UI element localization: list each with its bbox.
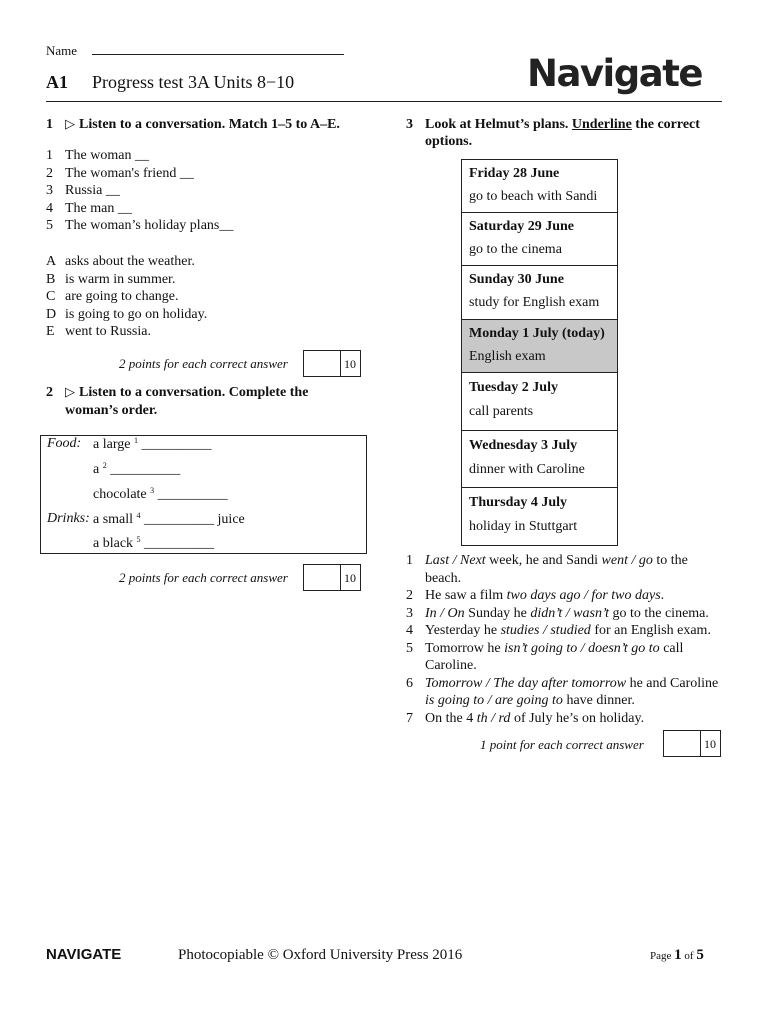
q2-heading [46, 384, 366, 424]
plan-row [462, 266, 617, 320]
q3-points-note: 1 point for each correct answer [480, 737, 644, 752]
order-item-1[interactable]: a large $^1$ __________ [93, 436, 212, 452]
list-item: A asks about the weather. [46, 254, 195, 269]
plan-day: Thursday 4 July [469, 495, 568, 510]
answer-options[interactable]: isn’t going to / doesn’t go to [504, 640, 660, 656]
sentence-item: 6 Tomorrow / The day after tomorrow he and Caroline is going to / are going to have dinner. [406, 675, 719, 708]
sentence-item: 2 He saw a film two days ago / for two days. [406, 588, 665, 603]
footer-copyright: Photocopiable © Oxford University Press 2016 [178, 947, 463, 963]
q1-items [46, 147, 366, 235]
list-item: E went to Russia. [46, 324, 151, 339]
sentence-item: 4 Yesterday he studies / studied for an English exam. [406, 623, 711, 638]
q1-max-score: 10 [344, 357, 356, 371]
answer-options[interactable]: Last / Next [425, 553, 486, 568]
plan-day: Sunday 30 June [469, 272, 564, 287]
q2-max-score: 10 [344, 571, 356, 585]
list-item: 1 The woman __ [46, 148, 149, 163]
plan-activity: study for English exam [469, 295, 600, 310]
q2-score-box[interactable] [303, 564, 361, 591]
answer-options[interactable]: is going to / are going to [425, 693, 563, 708]
plan-row [462, 213, 617, 266]
order-box [40, 435, 367, 554]
order-item-3[interactable]: chocolate $^3$ __________ [93, 486, 228, 502]
plan-row [462, 431, 617, 488]
plan-day: Saturday 29 June [469, 219, 575, 234]
q1-heading [46, 116, 376, 136]
plan-row [462, 488, 617, 545]
plan-day: Wednesday 3 July [469, 438, 578, 453]
drinks-label: Drinks: [47, 511, 90, 526]
list-item: 4 The man __ [46, 200, 132, 216]
underline-word: Underline [571, 117, 632, 132]
answer-options[interactable]: In / On [425, 605, 465, 621]
plan-activity: English exam [469, 349, 546, 364]
list-item: 2 The woman's friend __ [46, 165, 194, 181]
plan-row-today [462, 320, 617, 373]
q3-instruction-line2: options. [425, 134, 473, 149]
footer-brand: NAVIGATE [46, 946, 122, 963]
name-line [92, 54, 344, 55]
navigate-logo: Navigate [527, 52, 702, 95]
plan-activity: holiday in Stuttgart [469, 519, 578, 534]
order-item-2[interactable]: a $^2$ __________ [93, 461, 181, 477]
q2-points-note: 2 points for each correct answer [119, 570, 288, 585]
list-item: 3 Russia __ [46, 183, 120, 198]
q2-instruction-line2: woman’s order. [65, 403, 158, 418]
q3-number: 3 [406, 117, 413, 132]
header-divider [46, 101, 722, 102]
q2-instruction: Listen to a conversation. Complete the [79, 385, 309, 400]
plans-table [461, 159, 618, 546]
q3-sentences [406, 552, 726, 727]
list-item: D is going to go on holiday. [46, 306, 208, 322]
list-item: C are going to change. [46, 289, 179, 304]
play-audio-icon: ▷ [65, 385, 75, 400]
plan-day: Monday 1 July (today) [469, 326, 605, 341]
level-label: A1 [46, 72, 68, 92]
test-title: Progress test 3A Units 8−10 [92, 72, 295, 92]
plan-activity: dinner with Caroline [469, 462, 585, 477]
sentence-item: 5 Tomorrow he isn’t going to / doesn’t go to call Caroline. [406, 640, 684, 673]
name-label: Name [46, 43, 78, 58]
plan-row [462, 160, 617, 213]
plan-row [462, 373, 617, 431]
list-item: 5 The woman’s holiday plans__ [46, 218, 234, 233]
q1-instruction: Listen to a conversation. Match 1–5 to A–E. [79, 117, 340, 132]
q1-score-box[interactable] [303, 350, 361, 377]
q1-options [46, 253, 366, 341]
food-label: Food: [47, 436, 82, 451]
plan-day: Friday 28 June [469, 166, 560, 181]
plan-activity: go to the cinema [469, 242, 562, 257]
q3-max-score: 10 [704, 737, 716, 751]
plan-day: Tuesday 2 July [469, 380, 558, 395]
play-audio-icon: ▷ [65, 117, 75, 132]
plan-activity: call parents [469, 404, 534, 419]
answer-options[interactable]: went / go [601, 553, 653, 568]
q1-number: 1 [46, 117, 53, 132]
q1-points-note: 2 points for each correct answer [119, 356, 288, 371]
list-item: B is warm in summer. [46, 271, 176, 287]
answer-options[interactable]: Tomorrow / The day after tomorrow [425, 675, 627, 691]
q3-heading: 3 Look at Helmut’s plans. Underline the correct options. [406, 117, 700, 149]
answer-options[interactable]: two days ago / for two days [506, 588, 661, 603]
answer-options[interactable]: th / rd [476, 710, 511, 726]
plan-activity: go to beach with Sandi [469, 189, 598, 204]
order-item-5[interactable]: a black $^5$ __________ [93, 535, 215, 551]
q2-number: 2 [46, 385, 53, 400]
page-indicator: Page 1 of 5 [650, 947, 704, 963]
sentence-item: 3 In / On Sunday he didn’t / wasn’t go to the cinema. [406, 605, 709, 621]
q3-score-box[interactable] [663, 730, 721, 757]
sentence-item: 7 On the 4 th / rd of July he’s on holiday. [406, 710, 645, 726]
answer-options[interactable]: studies / studied [500, 623, 591, 638]
order-item-4[interactable]: a small $^4$ __________ juice [93, 511, 245, 527]
answer-options[interactable]: didn’t / wasn’t [530, 605, 609, 621]
sentence-item: 1 Last / Next week, he and Sandi went / go to the beach. [406, 553, 688, 586]
